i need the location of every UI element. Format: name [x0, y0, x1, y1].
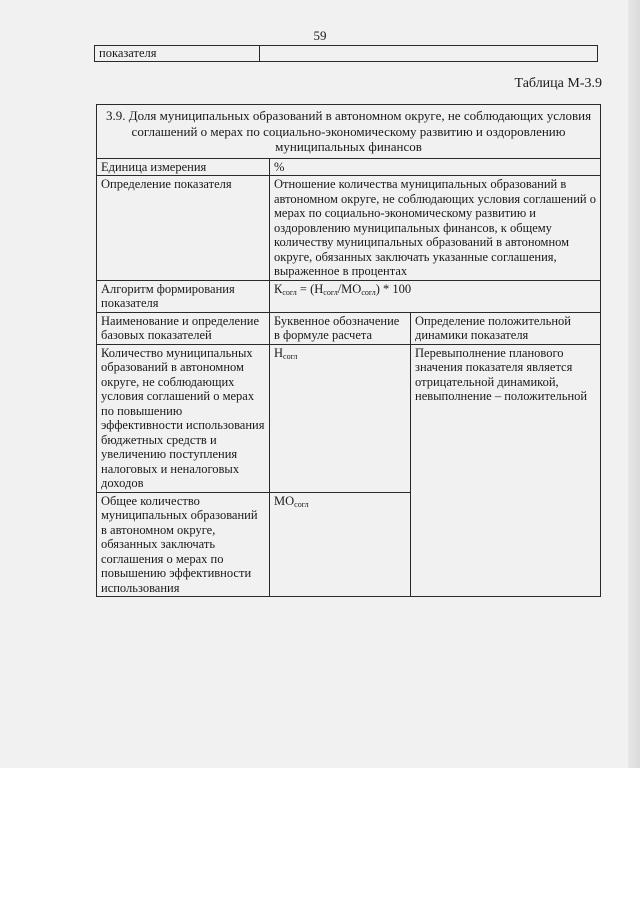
algorithm-label: Алгоритм формирования показателя — [97, 280, 270, 312]
formula-n-subscript: согл — [323, 287, 338, 297]
table-row — [97, 344, 601, 492]
base-indicator-symbol — [270, 492, 411, 597]
definition-value: Отношение количества муниципальных образований в автономном округе, не соблюдающих условия соглашений о мерах по социально-экономическому развитию и оздоровлению муниципальных финансов, к общему количеству муниципальных образований в автономном округе, обязанных заключать указанные соглашения, выраженное в процентах — [270, 176, 601, 281]
algorithm-row — [97, 280, 601, 312]
col-header-name: Наименование и определение базовых показателей — [97, 312, 270, 344]
unit-label: Единица измерения — [97, 158, 270, 176]
table-label: Таблица М-3.9 — [514, 76, 602, 91]
definition-label: Определение показателя — [97, 176, 270, 281]
formula-mo-subscript: согл — [361, 287, 376, 297]
unit-value: % — [270, 158, 601, 176]
formula-k-subscript: согл — [282, 287, 297, 297]
indicator-table — [96, 104, 601, 597]
base-indicator-name: Количество муниципальных образований в автономном округе, не соблюдающих условия соглашений о мерах по повышению эффективности использования бюджетных средств и увеличению поступления налоговых и неналоговых доходов — [97, 344, 270, 492]
page-edge-shadow — [628, 0, 640, 768]
formula-eq-open: = (Н — [296, 281, 324, 296]
title-row — [97, 105, 601, 159]
previous-table-fragment — [94, 45, 598, 62]
col-header-dynamics: Определение положительной динамики показателя — [411, 312, 601, 344]
algorithm-formula — [270, 280, 601, 312]
page-number: 59 — [313, 28, 327, 43]
previous-table-cell: показателя — [95, 46, 260, 61]
formula-tail: ) * 100 — [375, 281, 412, 296]
symbol-subscript: согл — [294, 499, 309, 509]
formula-slash: /МО — [337, 281, 362, 296]
table-title: 3.9. Доля муниципальных образований в автономном округе, не соблюдающих условия соглашений о мерах по социально-экономическому развитию и оздоровлению муниципальных финансов — [97, 105, 601, 159]
column-header-row — [97, 312, 601, 344]
base-indicator-symbol — [270, 344, 411, 492]
base-indicator-name: Общее количество муниципальных образований в автономном округе, обязанных заключать соглашения о мерах по повышению эффективности использования — [97, 492, 270, 597]
unit-row — [97, 158, 601, 176]
symbol-letter: МО — [274, 493, 295, 508]
definition-row — [97, 176, 601, 281]
formula-k: К — [274, 281, 283, 296]
col-header-symbol: Буквенное обозначение в формуле расчета — [270, 312, 411, 344]
symbol-letter: Н — [274, 345, 284, 360]
symbol-subscript: согл — [283, 351, 298, 361]
dynamics-definition: Перевыполнение планового значения показателя является отрицательной динамикой, невыполнение – положительной — [411, 344, 601, 597]
